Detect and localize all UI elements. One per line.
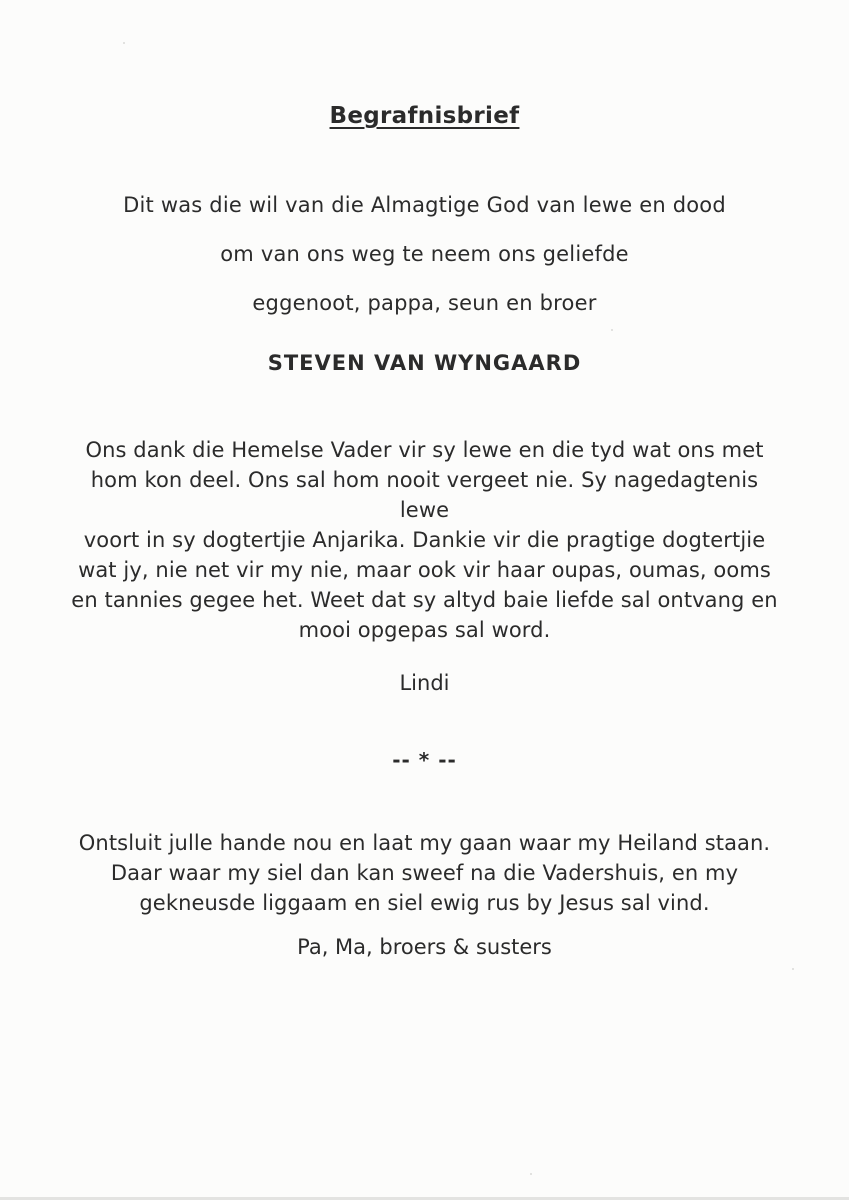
tribute-signature: Lindi [399,671,450,695]
section-divider: -- * -- [392,748,457,772]
tribute-line: hom kon deel. Ons sal hom nooit vergeet nie. Sy nagedagtenis lewe [90,468,759,522]
scan-speckle [611,329,613,331]
closing-verse [65,828,785,918]
intro-section [65,193,785,315]
tribute-line: en tannies gegee het. Weet dat sy altyd baie liefde sal ontvang en [71,588,778,612]
letter-content [65,0,785,959]
deceased-name: STEVEN VAN WYNGAARD [267,351,582,375]
closing-signature: Pa, Ma, broers & susters [297,935,552,959]
tribute-line: Ons dank die Hemelse Vader vir sy lewe en die tyd wat ons met [85,438,764,462]
tribute-line: mooi opgepas sal word. [298,618,551,642]
intro-line: om van ons weg te neem ons geliefde [220,242,629,266]
tribute-line: voort in sy dogtertjie Anjarika. Dankie vir die pragtige dogtertjie [83,528,766,552]
letter-title: Begrafnisbrief [329,103,520,129]
closing-line: gekneusde liggaam en siel ewig rus by Jesus sal vind. [139,891,710,915]
intro-line: eggenoot, pappa, seun en broer [252,291,597,315]
scan-speckle [530,1173,532,1175]
tribute-line: wat jy, nie net vir my nie, maar ook vir haar oupas, oumas, ooms [78,558,771,582]
closing-line: Ontsluit julle hande nou en laat my gaan waar my Heiland staan. [78,831,771,855]
tribute-paragraph [65,435,785,645]
scan-speckle [123,42,125,44]
intro-line: Dit was die wil van die Almagtige God van lewe en dood [123,193,726,217]
scan-speckle [792,968,794,970]
closing-line: Daar waar my siel dan kan sweef na die Vadershuis, en my [110,861,739,885]
